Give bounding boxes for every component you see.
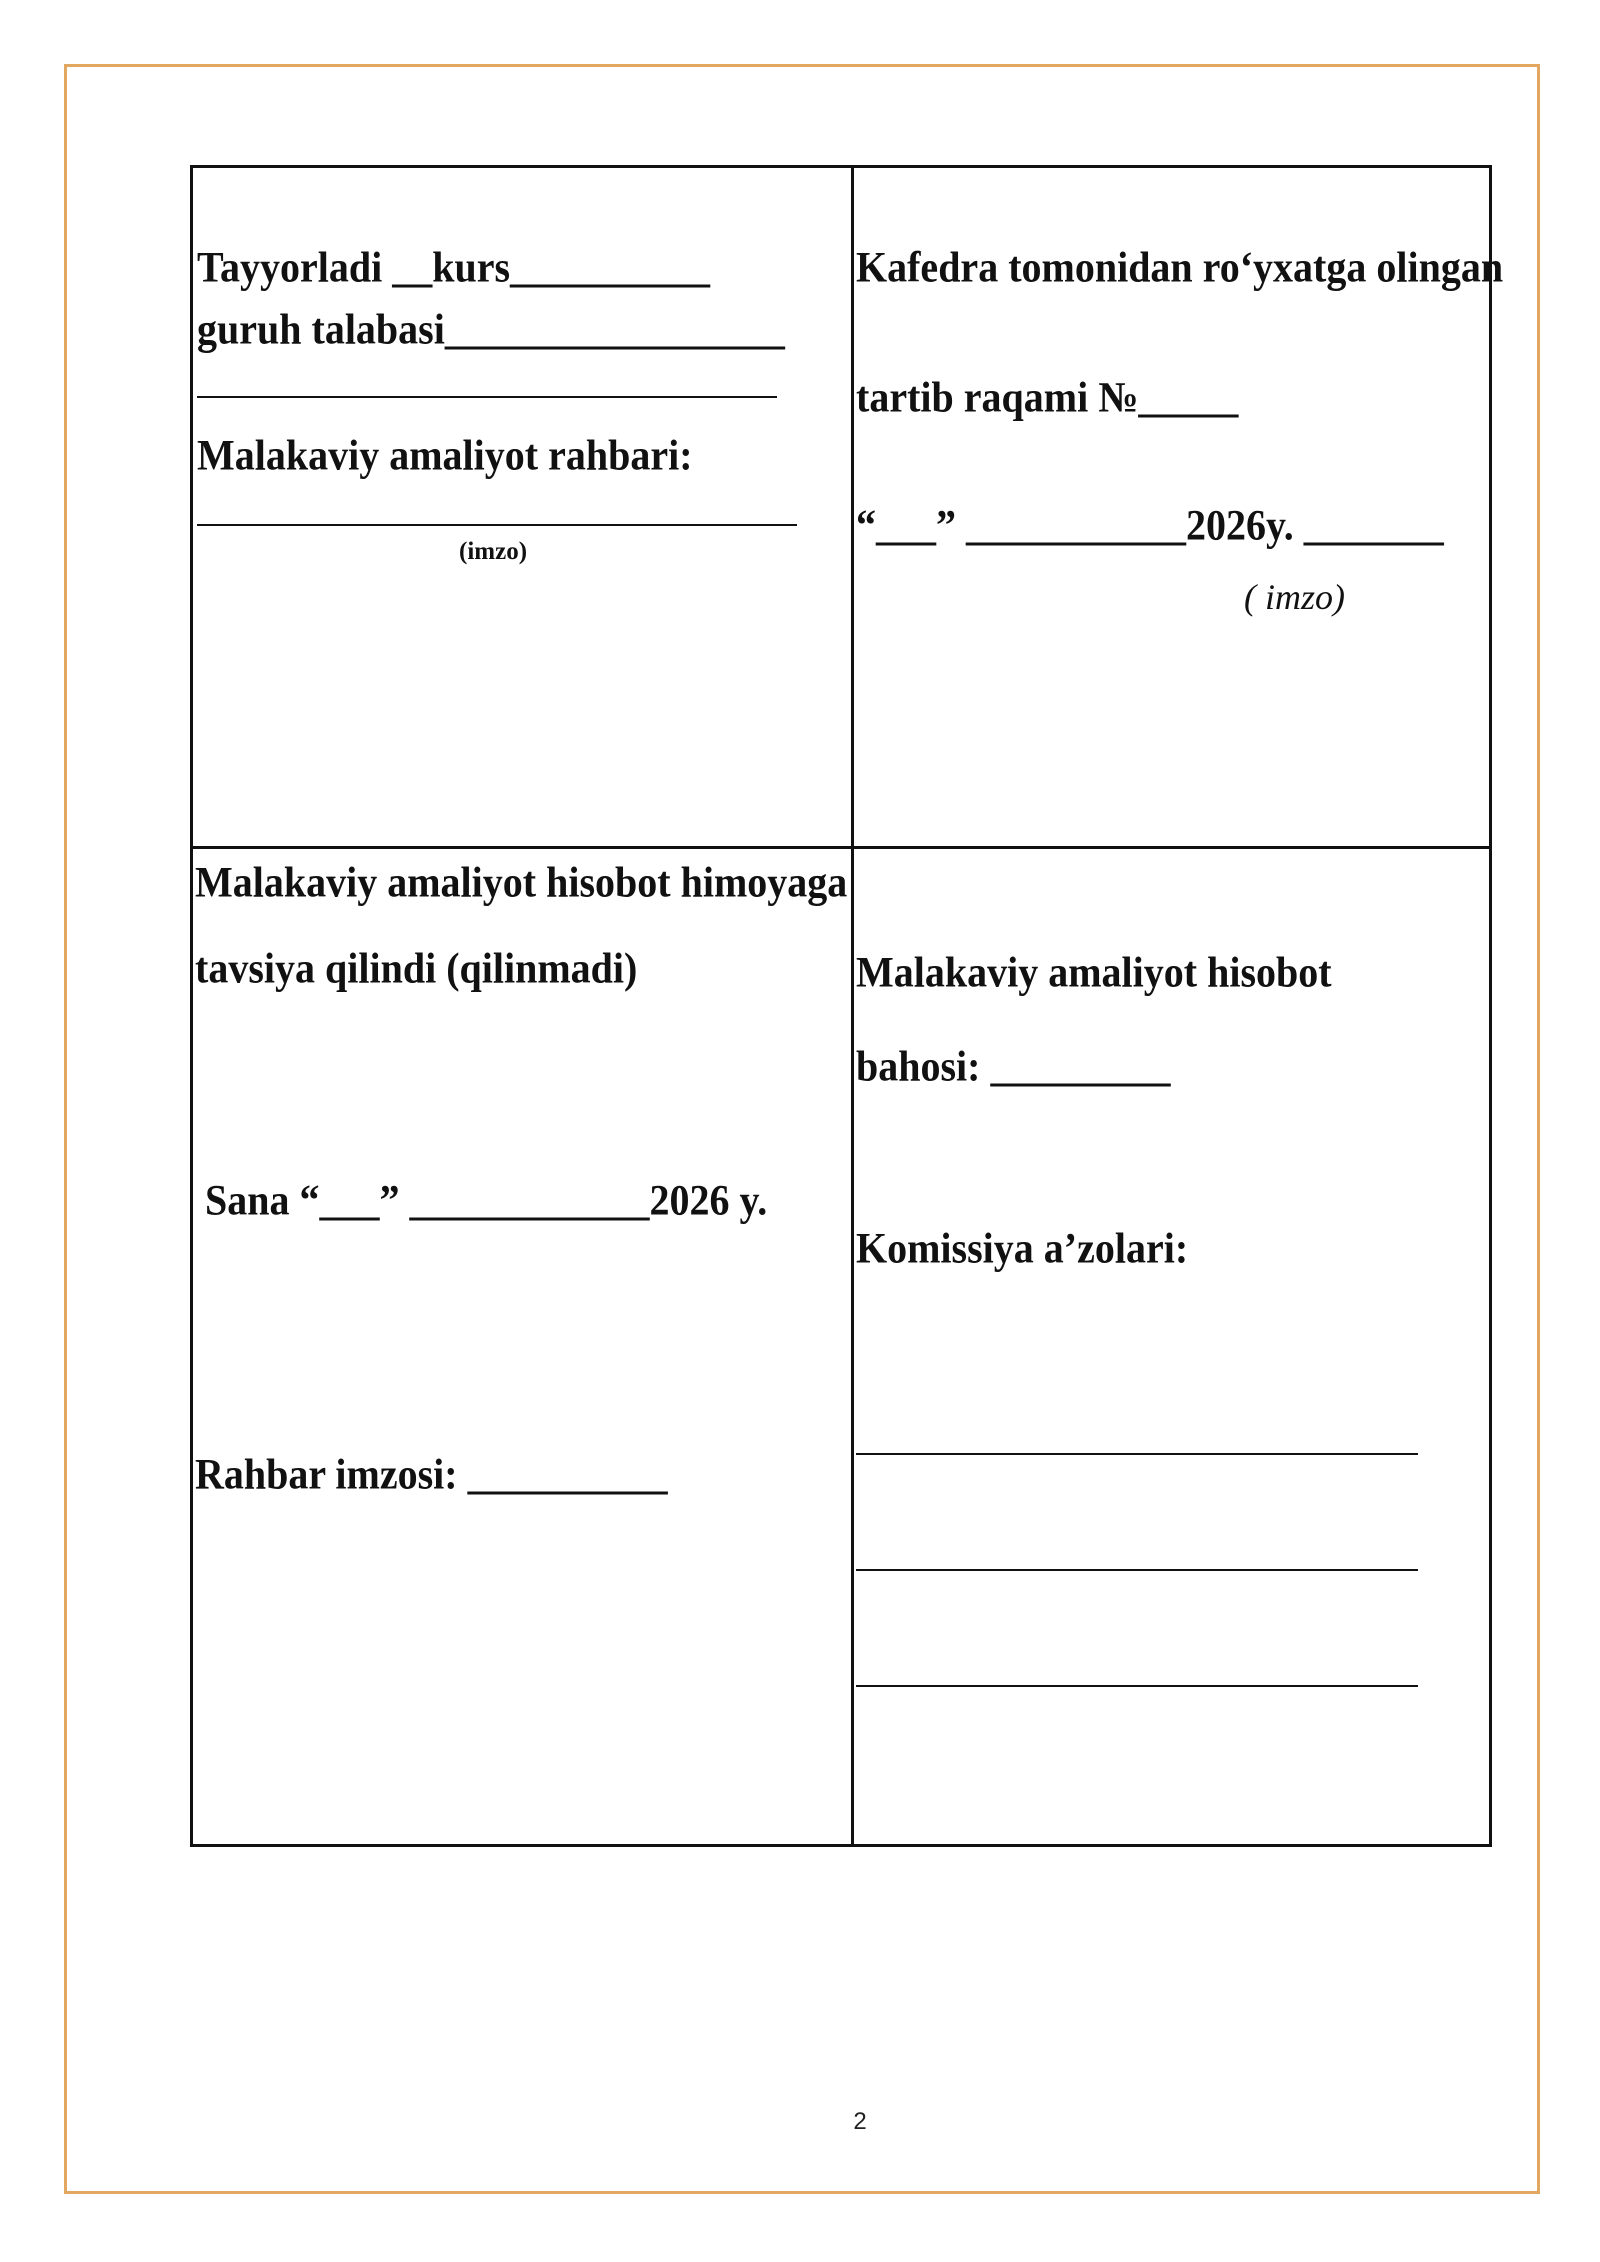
- supervisor-signature-caption: (imzo): [459, 538, 528, 565]
- department-signature-caption: ( imzo): [1244, 577, 1345, 617]
- report-grade-field: bahosi: _________: [856, 1041, 1171, 1091]
- department-registration-cell: [854, 168, 1504, 849]
- student-name-blank-line: [197, 396, 777, 398]
- student-info-cell: [193, 168, 854, 849]
- registration-form-table: [190, 165, 1504, 1847]
- commission-member-line-1: [856, 1453, 1418, 1455]
- registration-date-line: “___” ___________2026y. _______: [856, 500, 1444, 550]
- department-registered-label: Kafedra tomonidan ro‘yxatga olingan: [856, 242, 1504, 292]
- recommendation-line-2: tavsiya qilindi (qilinmadi): [195, 943, 638, 993]
- practice-supervisor-label: Malakaviy amaliyot rahbari:: [197, 430, 693, 480]
- commission-member-line-3: [856, 1685, 1418, 1687]
- group-student-line: guruh talabasi_________________: [197, 304, 785, 354]
- supervisor-signature-field: Rahbar imzosi: __________: [195, 1449, 668, 1499]
- page-number: 2: [853, 2108, 867, 2135]
- recommendation-date-line: Sana “___” ____________2026 y.: [205, 1175, 768, 1225]
- supervisor-signature-line: [197, 524, 797, 526]
- serial-number-line: tartib raqami №_____: [856, 372, 1239, 422]
- defense-recommendation-cell: [193, 849, 854, 1844]
- prepared-by-course-line: Tayyorladi __kurs__________: [197, 242, 711, 292]
- commission-members-label: Komissiya a’zolari:: [856, 1223, 1189, 1273]
- recommendation-line-1: Malakaviy amaliyot hisobot himoyaga: [195, 857, 848, 907]
- report-grade-label: Malakaviy amaliyot hisobot: [856, 947, 1332, 997]
- commission-member-line-2: [856, 1569, 1418, 1571]
- report-grade-cell: [854, 849, 1489, 1844]
